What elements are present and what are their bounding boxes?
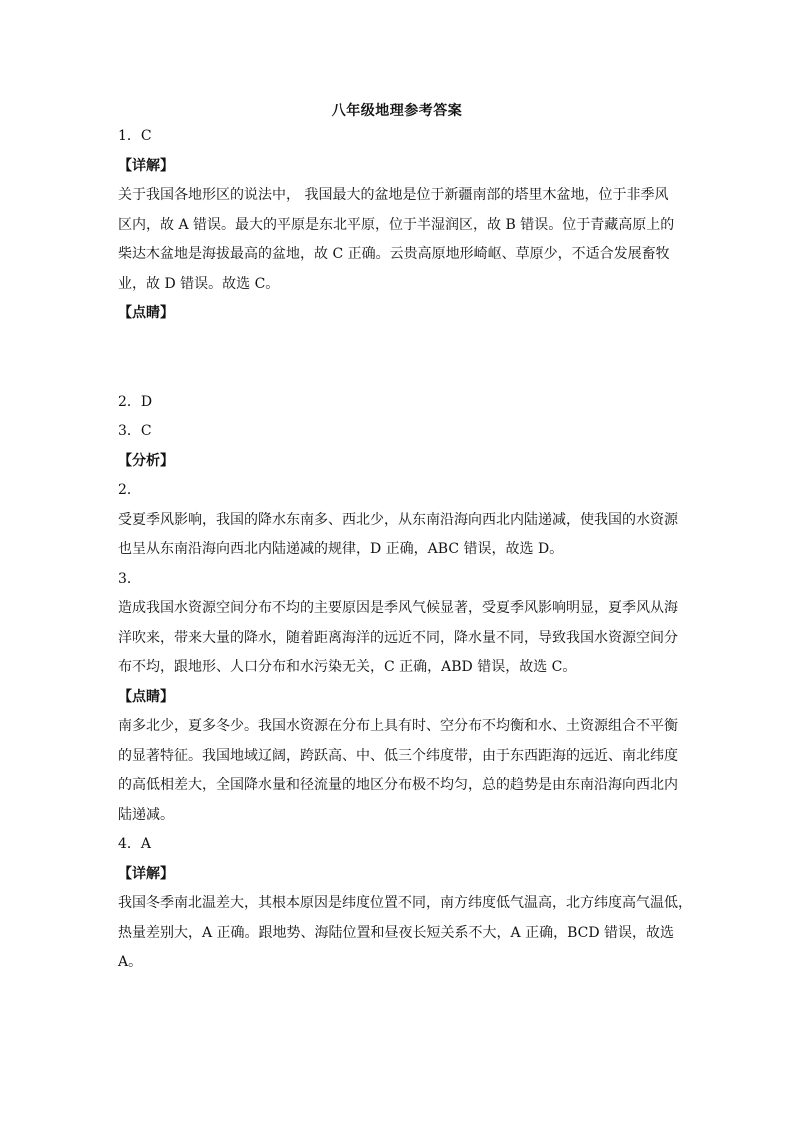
q1-detail-line: 业，故 D 错误。故选 C。	[118, 275, 280, 292]
tip2-heading: 【点睛】	[118, 688, 174, 705]
q1-answer: 1．C	[118, 128, 152, 144]
q4-detail-line: 我国冬季南北温差大，其根本原因是纬度位置不同，南方纬度低气温高，北方纬度高气温低，	[118, 895, 692, 911]
tip2-line: 南多北少，夏多冬少。我国水资源在分布上具有时、空分布不均衡和水、土资源组合不平衡	[118, 718, 678, 734]
tip2-line: 的高低相差大，全国降水量和径流量的地区分布极不均匀，总的趋势是由东南沿海向西北内	[118, 777, 678, 793]
answer-content	[118, 122, 692, 978]
q1-detail-heading: 【详解】	[118, 157, 174, 174]
q2-answer: 2．D	[118, 393, 153, 410]
q1-detail-line: 柴达木盆地是海拔最高的盆地，故 C 正确。云贵高原地形崎岖、草原少，不适合发展畜牧	[118, 246, 670, 262]
q4-answer: 4．A	[118, 836, 152, 852]
analysis-q3-line: 布不均，跟地形、人口分布和水污染无关，C 正确，ABD 错误，故选 C。	[118, 659, 577, 675]
q4-detail-heading: 【详解】	[118, 865, 174, 882]
analysis-heading: 【分析】	[118, 452, 174, 469]
analysis-q2-label: 2．	[118, 482, 141, 498]
q1-detail-line: 关于我国各地形区的说法中， 我国最大的盆地是位于新疆南部的塔里木盆地，位于非季风	[118, 187, 669, 203]
analysis-q2-line: 受夏季风影响，我国的降水东南多、西北少，从东南沿海向西北内陆递减，使我国的水资源	[118, 511, 678, 528]
q3-answer: 3．C	[118, 423, 152, 439]
page-title: 八年级地理参考答案	[331, 103, 463, 119]
analysis-q3-line: 洋吹来，带来大量的降水，随着距离海洋的远近不同，降水量不同，导致我国水资源空间分	[118, 629, 678, 646]
analysis-q2-line: 也呈从东南沿海向西北内陆递减的规律，D 正确，ABC 错误，故选 D。	[118, 541, 564, 557]
q1-tip-heading: 【点睛】	[118, 305, 174, 321]
tip2-line: 陆递减。	[118, 806, 174, 823]
analysis-q3-label: 3．	[118, 570, 141, 587]
blank-gap	[118, 329, 678, 388]
tip2-line: 的显著特征。我国地域辽阔，跨跃高、中、低三个纬度带，由于东西距海的远近、南北纬度	[118, 747, 678, 764]
analysis-q3-line: 造成我国水资源空间分布不均的主要原因是季风气候显著，受夏季风影响明显，夏季风从海	[118, 600, 678, 616]
q4-detail-line: 热量差别大，A 正确。跟地势、海陆位置和昼夜长短关系不大，A 正确，BCD 错误，故选	[118, 924, 675, 941]
q1-detail-line: 区内，故 A 错误。最大的平原是东北平原，位于半湿润区，故 B 错误。位于青藏高原上的	[118, 216, 675, 233]
q4-detail-line: A。	[118, 954, 143, 970]
